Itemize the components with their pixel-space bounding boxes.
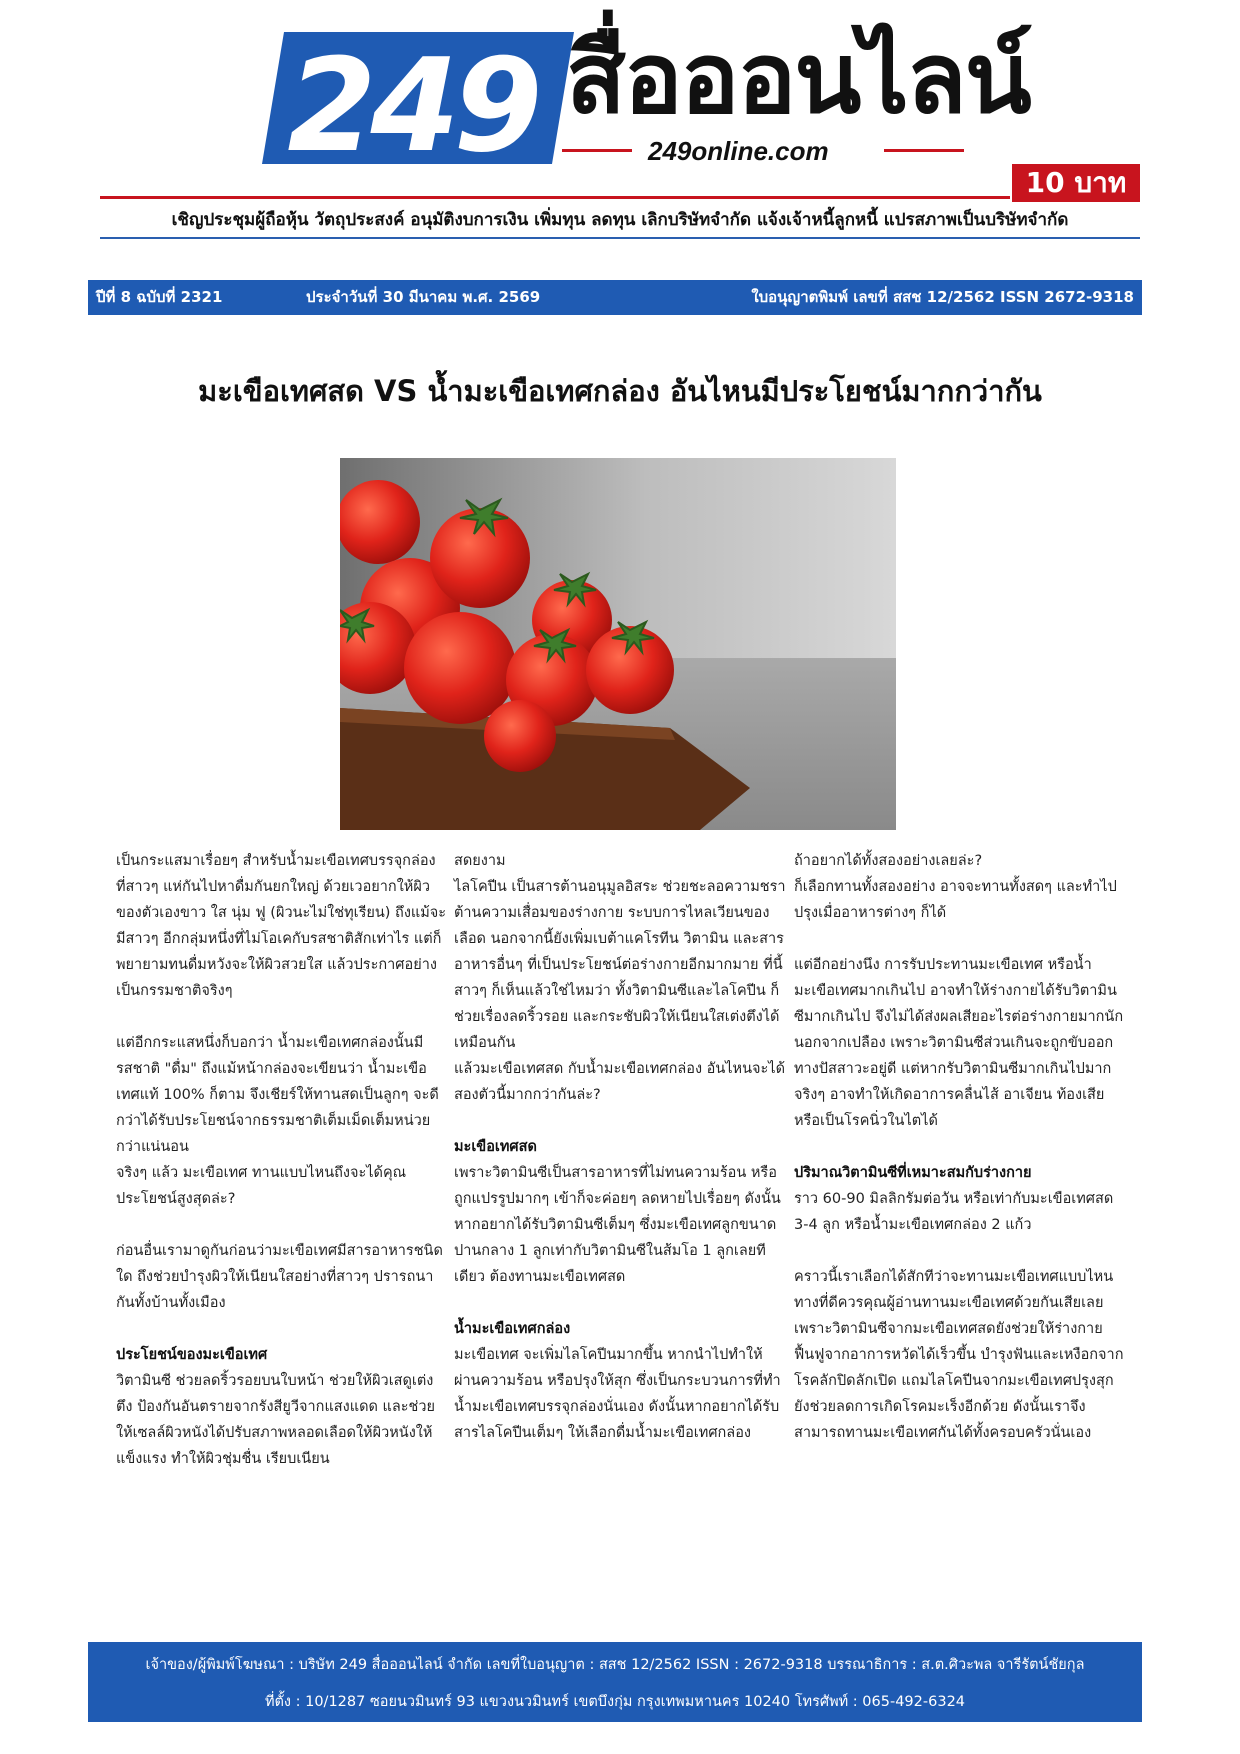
logo-underline-right (884, 149, 964, 152)
paragraph: มะเขือเทศ จะเพิ่มไลโคปีนมากขึ้น หากนำไปทำให้ผ่านความร้อน หรือปรุงให้สุก ซึ่งเป็นกระบวนการที่ทำน้ำมะเขือเทศบรรจุกล่องนั่นเอง ดังนั้นหากอยากได้รับสารไลโคปีนเต็มๆ ให้เลือกดื่มน้ำมะเขือเทศกล่อง (454, 1347, 781, 1441)
paragraph: จริงๆ แล้ว มะเขือเทศ ทานแบบไหนถึงจะได้คุณประโยชน์สูงสุดล่ะ? (116, 1165, 407, 1207)
article-headline: มะเขือเทศสด VS น้ำมะเขือเทศกล่อง อันไหนมีประโยชน์มากกว่ากัน (198, 374, 1042, 408)
section-heading: ปริมาณวิตามินซีที่เหมาะสมกับร่างกาย (794, 1165, 1032, 1181)
footer (88, 1642, 1142, 1722)
paragraph: เป็นกระแสมาเรื่อยๆ สำหรับน้ำมะเขือเทศบรรจุกล่อง ที่สาวๆ แห่กันไปหาดื่มกันยกใหญ่ ด้วยเวอยากให้ผิวของตัวเองขาว ใส นุ่ม ฟู (ผิวนะไม่ใช่ทุเรียน) ถึงแม้จะมีสาวๆ อีกกลุ่มหนึ่งที่ไม่โอเคกับรสชาติสักเท่าไร แต่ก็พยายามทนดื่มหวังจะให้ผิวสวยใส แล้วประกาศอย่างเป็นกรรมชาติจริงๆ (116, 853, 447, 999)
paragraph: ไลโคปีน เป็นสารต้านอนุมูลอิสระ ช่วยชะลอความชราต้านความเสื่อมของร่างกาย ระบบการไหลเวียนของเลือด นอกจากนี้ยังเพิ่มเบต้าแคโรทีน วิตามิน และสารอาหารอื่นๆ ที่เป็นประโยชน์ต่อร่างกายอีกมากมาย ที่นี้สาวๆ ก็เห็นแล้วใช่ไหมว่า ทั้งวิตามินซีและไลโคปีน ก็ช่วยเรื่องลดริ้วรอย และกระชับผิวให้เนียนใสเต่งตึงได้เหมือนกัน (454, 879, 786, 1051)
tagline: เชิญประชุมผู้ถือหุ้น วัตถุประสงค์ อนุมัติงบการเงิน เพิ่มทุน ลดทุน เลิกบริษัทจำกัด แจ้งเจ้าหนี้ลูกหนี้ แปรสภาพเป็นบริษัทจำกัด (171, 210, 1069, 230)
paragraph: คราวนี้เราเลือกได้สักทีว่าจะทานมะเขือเทศแบบไหน ทางที่ดีควรคุณผู้อ่านทานมะเขือเทศด้วยกันเสียเลย เพราะวิตามินซีจากมะเขือเทศสดยังช่วยให้ร่างกายฟื้นฟูจากอาการหวัดได้เร็วขึ้น บำรุงฟันและเหงือกจากโรคลักปิดลักเปิด แถมไลโคปีนจากมะเขือเทศปรุงสุกยังช่วยลดการเกิดโรคมะเร็งอีกด้วย ดังนั้นเราจึงสามารถทานมะเขือเทศกันได้ทั้งครอบครัวนั่นเอง (794, 1269, 1124, 1441)
logo-number: 249 (287, 32, 537, 172)
paragraph: แต่อีกกระแสหนึ่งก็บอกว่า น้ำมะเขือเทศกล่องนั้นมีรสชาติ "ดื่ม" ถึงแม้หน้ากล่องจะเขียนว่า น้ำมะเขือเทศแท้ 100% ก็ตาม จึงเชียร์ให้ทานสดเป็นลูกๆ จะดีกว่าได้รับประโยชน์จากธรรมชาติเต็มเม็ดเต็มหน่วยกว่าแน่นอน (116, 1035, 439, 1155)
paragraph: ราว 60-90 มิลลิกรัมต่อวัน หรือเท่ากับมะเขือเทศสด 3-4 ลูก หรือน้ำมะเขือเทศกล่อง 2 แก้ว (794, 1191, 1114, 1233)
logo-underline-left (562, 149, 632, 152)
logo-thai-wordmark: สื่อออนไลน์ (566, 22, 1030, 136)
paragraph: แล้วมะเขือเทศสด กับน้ำมะเขือเทศกล่อง อันไหนจะได้สองตัวนี้มากกว่ากันล่ะ? (454, 1061, 786, 1103)
footer-publisher: เจ้าของ/ผู้พิมพ์โฆษณา : บริษัท 249 สื่อออนไลน์ จำกัด เลขที่ใบอนุญาต : สสช 12/2562 ISSN : 2672-9318 บรรณาธิการ : ส.ต.ศิวะพล จารีรัตน์ชัยกุล (145, 1657, 1085, 1673)
paragraph: สดยงาม (454, 853, 506, 869)
tagline-rule (100, 237, 1140, 239)
issue-number: ปีที่ 8 ฉบับที่ 2321 (96, 288, 223, 306)
price-rule (100, 196, 1010, 199)
paragraph: ก็เลือกทานทั้งสองอย่าง อาจจะทานทั้งสดๆ และทำไปปรุงเมื่ออาหารต่างๆ ก็ได้ (794, 879, 1117, 921)
section-heading: มะเขือเทศสด (454, 1139, 537, 1155)
article-column-1 (116, 848, 448, 1472)
paragraph: ถ้าอยากได้ทั้งสองอย่างเลยล่ะ? (794, 853, 983, 869)
price-badge: 10 บาท (1012, 164, 1140, 202)
section-heading: น้ำมะเขือเทศกล่อง (454, 1321, 571, 1337)
paragraph: แต่อีกอย่างนึง การรับประทานมะเขือเทศ หรือน้ำมะเขือเทศมากเกินไป อาจทำให้ร่างกายได้รับวิตามินซีมากเกินไป จึงไม่ได้ส่งผลเสียอะไรต่อร่างกายมากนัก นอกจากเปลือง เพราะวิตามินซีส่วนเกินจะถูกขับออกทางปัสสาวะอยู่ดี แต่หากรับวิตามินซีมากเกินไปมากจริงๆ อาจทำให้เกิดอาการคลื่นไส้ อาเจียน ท้องเสีย หรือเป็นโรคนิ่วในไตได้ (794, 957, 1124, 1129)
section-heading: ประโยชน์ของมะเขือเทศ (116, 1347, 268, 1363)
article-column-2 (454, 848, 786, 1446)
paragraph: วิตามินซี ช่วยลดริ้วรอยบนใบหน้า ช่วยให้ผิวเสดูเต่งตึง ป้องกันอันตรายจากรังสียูวีจากแสงแดด และช่วยให้เซลล์ผิวหนังได้ปรับสภาพหลอดเลือดให้ผิวหนังให้แข็งแรง ทำให้ผิวชุ่มชื่น เรียบเนียน (116, 1373, 436, 1467)
issue-date: ประจำวันที่ 30 มีนาคม พ.ศ. 2569 (306, 288, 541, 306)
issue-license: ใบอนุญาตพิมพ์ เลขที่ สสช 12/2562 ISSN 2672-9318 (751, 288, 1134, 306)
paragraph: เพราะวิตามินซีเป็นสารอาหารที่ไม่ทนความร้อน หรือถูกแปรรูปมากๆ เข้าก็จะค่อยๆ ลดหายไปเรื่อยๆ ดังนั้น หากอยากได้รับวิตามินซีเต็มๆ ซึ่งมะเขือเทศลูกขนาดปานกลาง 1 ลูกเท่ากับวิตามินซีในส้มโอ 1 ลูกเลยทีเดียว ต้องทานมะเขือเทศสด (454, 1165, 781, 1285)
logo-url: 249online.com (648, 136, 829, 166)
paragraph: ก่อนอื่นเรามาดูกันก่อนว่ามะเขือเทศมีสารอาหารชนิดใด ถึงช่วยบำรุงผิวให้เนียนใสอย่างที่สาวๆ ปรารถนากันทั้งบ้านทั้งเมือง (116, 1243, 443, 1311)
logo-249 (262, 24, 574, 172)
tomato-photo (340, 458, 896, 830)
article-column-3 (794, 848, 1126, 1446)
issue-bar (88, 280, 1142, 315)
footer-address: ที่ตั้ง : 10/1287 ซอยนวมินทร์ 93 แขวงนวมินทร์ เขตบึงกุ่ม กรุงเทพมหานคร 10240 โทรศัพท์ : 065-492-6324 (264, 1694, 966, 1710)
